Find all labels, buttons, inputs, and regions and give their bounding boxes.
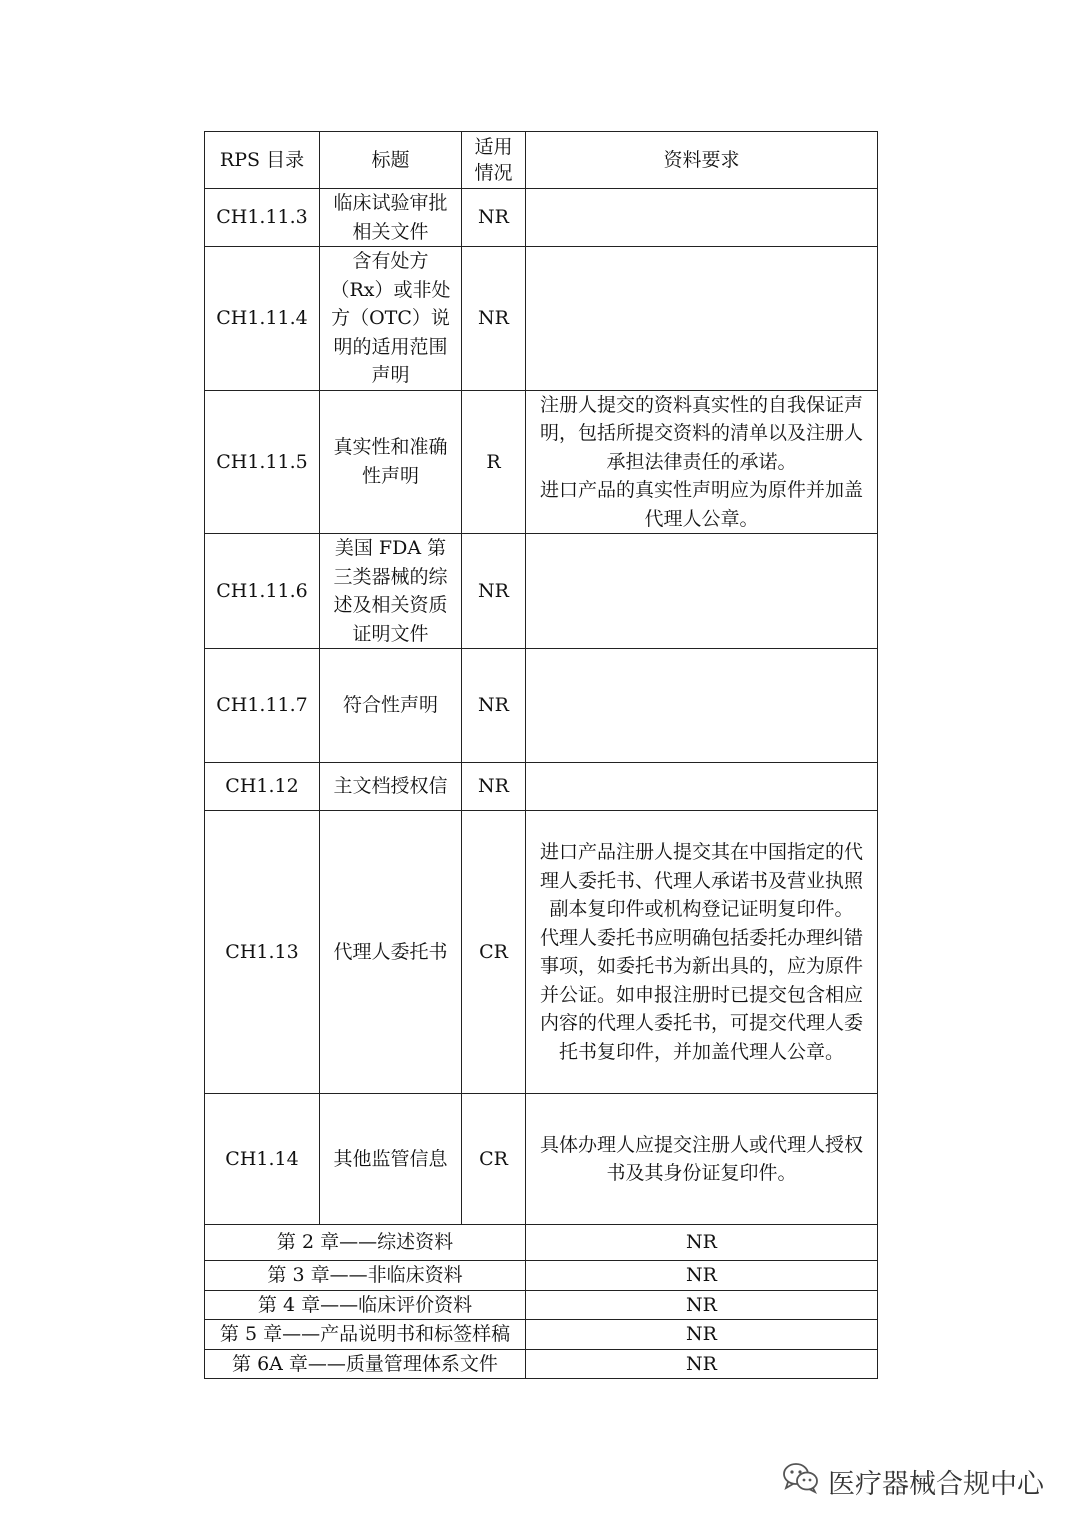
table-row	[205, 649, 878, 763]
watermark	[782, 1461, 1044, 1501]
chapter-row	[205, 1225, 878, 1261]
table-row	[205, 534, 878, 649]
table-row	[205, 390, 878, 534]
row-code: CH1.14	[205, 1094, 320, 1225]
row-code: CH1.11.5	[205, 390, 320, 534]
header-applicability: 适用 情况	[462, 132, 526, 189]
chapter-label: 第 2 章——综述资料	[205, 1225, 526, 1261]
row-code: CH1.11.6	[205, 534, 320, 649]
row-applicability: NR	[462, 534, 526, 649]
row-applicability: NR	[462, 247, 526, 391]
row-code: CH1.12	[205, 763, 320, 811]
requirement-paragraph: 进口产品注册人提交其在中国指定的代理人委托书、代理人承诺书及营业执照副本复印件或机构登记证明复印件。	[539, 841, 863, 920]
row-requirement	[526, 247, 878, 391]
row-requirement: 具体办理人应提交注册人或代理人授权书及其身份证复印件。	[526, 1094, 878, 1225]
row-code: CH1.11.3	[205, 189, 320, 247]
requirement-paragraph: 注册人提交的资料真实性的自我保证声明，包括所提交资料的清单以及注册人承担法律责任的承诺。	[539, 393, 863, 473]
header-row	[205, 132, 878, 189]
wechat-icon	[782, 1462, 828, 1501]
row-applicability: NR	[462, 649, 526, 763]
row-title: 其他监管信息	[320, 1094, 462, 1225]
chapter-row	[205, 1290, 878, 1320]
chapter-row	[205, 1320, 878, 1350]
chapter-label: 第 6A 章——质量管理体系文件	[205, 1349, 526, 1379]
row-title: 美国 FDA 第三类器械的综述及相关资质证明文件	[320, 534, 462, 649]
chapter-applicability: NR	[526, 1261, 878, 1291]
row-requirement	[526, 763, 878, 811]
chapter-applicability: NR	[526, 1225, 878, 1261]
chapter-applicability: NR	[526, 1320, 878, 1350]
row-applicability: NR	[462, 189, 526, 247]
table-row	[205, 763, 878, 811]
row-applicability: CR	[462, 1094, 526, 1225]
row-code: CH1.13	[205, 811, 320, 1094]
table-row	[205, 247, 878, 391]
row-title: 符合性声明	[320, 649, 462, 763]
row-requirement	[526, 811, 878, 1094]
table-row	[205, 189, 878, 247]
row-code: CH1.11.4	[205, 247, 320, 391]
row-code: CH1.11.7	[205, 649, 320, 763]
row-requirement	[526, 390, 878, 534]
chapter-label: 第 5 章——产品说明书和标签样稿	[205, 1320, 526, 1350]
row-applicability: CR	[462, 811, 526, 1094]
table-row	[205, 811, 878, 1094]
row-title: 代理人委托书	[320, 811, 462, 1094]
chapter-label: 第 3 章——非临床资料	[205, 1261, 526, 1291]
table-row	[205, 1094, 878, 1225]
row-title: 真实性和准确性声明	[320, 390, 462, 534]
row-title: 临床试验审批相关文件	[320, 189, 462, 247]
row-title: 主文档授权信	[320, 763, 462, 811]
row-applicability: NR	[462, 763, 526, 811]
row-requirement	[526, 534, 878, 649]
chapter-applicability: NR	[526, 1290, 878, 1320]
chapter-applicability: NR	[526, 1349, 878, 1379]
chapter-row	[205, 1261, 878, 1291]
requirement-paragraph: 代理人委托书应明确包括委托办理纠错事项，如委托书为新出具的，应为原件并公证。如申报注册时已提交包含相应内容的代理人委托书，可提交代理人委托书复印件，并加盖代理人公章。	[539, 926, 863, 1063]
header-title: 标题	[320, 132, 462, 189]
row-applicability: R	[462, 390, 526, 534]
header-catalog: RPS 目录	[205, 132, 320, 189]
watermark-text: 医疗器械合规中心	[828, 1468, 1044, 1500]
header-requirement: 资料要求	[526, 132, 878, 189]
requirement-paragraph: 进口产品的真实性声明应为原件并加盖代理人公章。	[539, 479, 863, 530]
chapter-label: 第 4 章——临床评价资料	[205, 1290, 526, 1320]
rps-table	[204, 131, 878, 1379]
row-title: 含有处方（Rx）或非处方（OTC）说明的适用范围声明	[320, 247, 462, 391]
row-requirement	[526, 189, 878, 247]
row-requirement	[526, 649, 878, 763]
chapter-row	[205, 1349, 878, 1379]
